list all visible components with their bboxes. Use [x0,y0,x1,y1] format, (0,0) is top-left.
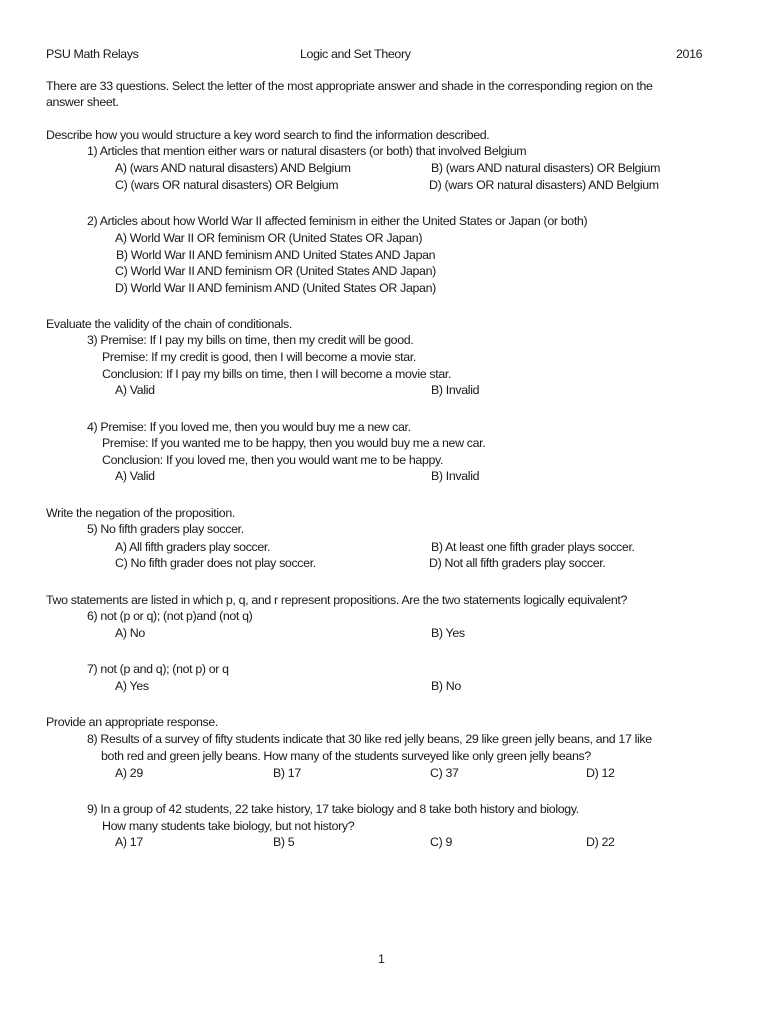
page-number: 1 [378,952,385,966]
question-8-option-b: B) 17 [273,766,301,780]
intro-line-1: There are 33 questions. Select the letter of the most appropriate answer and shade in the corresponding region on the [46,79,653,93]
question-6-option-a: A) No [115,626,145,640]
section-1-instruction: Describe how you would structure a key word search to find the information described. [46,128,490,142]
question-8-option-c: C) 37 [430,766,459,780]
question-4-option-a: A) Valid [115,469,155,483]
question-5-option-c: C) No fifth grader does not play soccer. [115,556,316,570]
question-5-prompt: 5) No fifth graders play soccer. [87,522,244,536]
question-8-prompt-line-1: 8) Results of a survey of fifty students indicate that 30 like red jelly beans, 29 like green jelly beans, and 17 like [87,732,652,746]
question-3-option-b: B) Invalid [431,383,480,397]
question-2-prompt: 2) Articles about how World War II affected feminism in either the United States or Japan (or both) [87,214,588,228]
question-9-option-b: B) 5 [273,835,295,849]
question-6-prompt: 6) not (p or q); (not p)and (not q) [87,609,253,623]
question-4-conclusion: Conclusion: If you loved me, then you would want me to be happy. [102,453,444,467]
section-4-instruction: Two statements are listed in which p, q, and r represent propositions. Are the two statements logically equivalent? [46,593,627,607]
question-6-option-b: B) Yes [431,626,465,640]
question-1-option-d: D) (wars OR natural disasters) AND Belgium [429,178,659,192]
question-8-option-a: A) 29 [115,766,143,780]
question-5-option-d: D) Not all fifth graders play soccer. [429,556,606,570]
header-title: Logic and Set Theory [300,47,411,61]
question-2-option-a: A) World War II OR feminism OR (United States OR Japan) [115,231,423,245]
question-1-option-a: A) (wars AND natural disasters) AND Belgium [115,161,351,175]
question-3-option-a: A) Valid [115,383,155,397]
question-9-option-a: A) 17 [115,835,143,849]
question-5-option-a: A) All fifth graders play soccer. [115,540,271,554]
question-1-prompt: 1) Articles that mention either wars or natural disasters (or both) that involved Belgium [87,144,527,158]
question-9-prompt-line-1: 9) In a group of 42 students, 22 take history, 17 take biology and 8 take both history and biology. [87,802,579,816]
question-5-option-b: B) At least one fifth grader plays soccer. [431,540,635,554]
question-9-option-c: C) 9 [430,835,453,849]
question-9-prompt-line-2: How many students take biology, but not history? [102,819,355,833]
section-3-instruction: Write the negation of the proposition. [46,506,235,520]
header-year: 2016 [676,47,703,61]
question-3-premise-2: Premise: If my credit is good, then I will become a movie star. [102,350,417,364]
question-8-prompt-line-2: both red and green jelly beans. How many of the students surveyed like only green jelly beans? [101,749,591,763]
question-4-premise-2: Premise: If you wanted me to be happy, then you would buy me a new car. [102,436,486,450]
section-2-instruction: Evaluate the validity of the chain of conditionals. [46,317,292,331]
question-1-option-b: B) (wars AND natural disasters) OR Belgium [431,161,661,175]
question-7-option-b: B) No [431,679,461,693]
question-2-option-c: C) World War II AND feminism OR (United States AND Japan) [115,264,436,278]
question-3-premise-1: 3) Premise: If I pay my bills on time, then my credit will be good. [87,333,414,347]
question-7-prompt: 7) not (p and q); (not p) or q [87,662,229,676]
question-8-option-d: D) 12 [586,766,615,780]
question-3-conclusion: Conclusion: If I pay my bills on time, then I will become a movie star. [102,367,452,381]
question-1-option-c: C) (wars OR natural disasters) OR Belgium [115,178,339,192]
question-4-option-b: B) Invalid [431,469,480,483]
header-left: PSU Math Relays [46,47,139,61]
question-2-option-d: D) World War II AND feminism AND (United States OR Japan) [115,281,436,295]
question-2-option-b: B) World War II AND feminism AND United States AND Japan [116,248,436,262]
question-7-option-a: A) Yes [115,679,149,693]
question-4-premise-1: 4) Premise: If you loved me, then you would buy me a new car. [87,420,411,434]
section-5-instruction: Provide an appropriate response. [46,715,219,729]
question-9-option-d: D) 22 [586,835,615,849]
intro-line-2: answer sheet. [46,95,119,109]
